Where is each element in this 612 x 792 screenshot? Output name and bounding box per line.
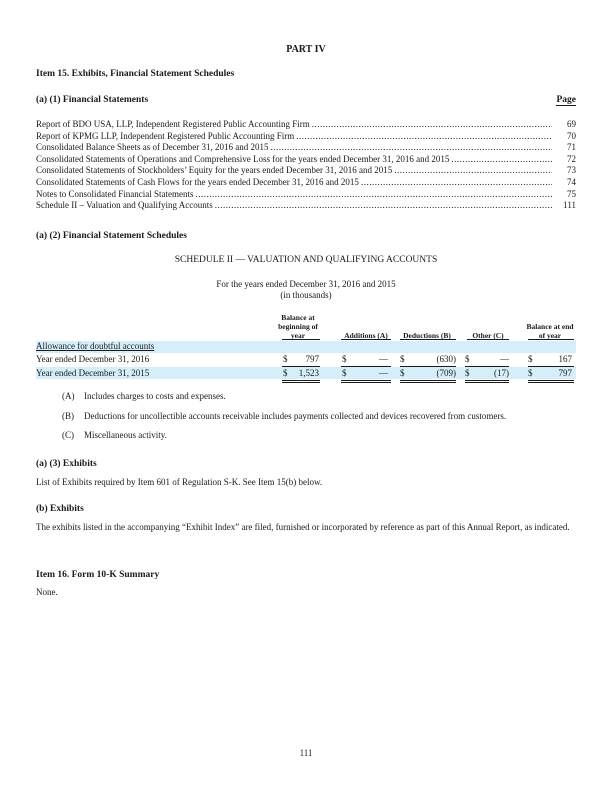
- footnote-text: Deductions for uncollectible accounts receivable includes payments collected and devices recovered from customers.: [84, 411, 507, 421]
- toc-entry: [36, 131, 576, 143]
- cell-other: (17): [494, 368, 509, 378]
- column-header-deductions: Deductions (B): [403, 331, 451, 340]
- cell-balance-end: 797: [558, 368, 572, 378]
- toc-leader-dots: [195, 189, 552, 201]
- header-underline: [282, 339, 320, 340]
- header-underline: [528, 339, 574, 340]
- currency-symbol: $: [528, 368, 533, 378]
- footnote-mark: (C): [62, 430, 74, 440]
- currency-symbol: $: [283, 354, 288, 364]
- exhibits-a3-heading: (a) (3) Exhibits: [36, 459, 97, 469]
- cell-other: —: [500, 354, 509, 364]
- row-label: Year ended December 31, 2016: [36, 354, 150, 364]
- exhibits-b-text: The exhibits listed in the accompanying “Exhibit Index” are filed, furnished or incorporated by reference as part of this Annual Report, as indicated.: [36, 522, 570, 532]
- currency-symbol: $: [528, 354, 533, 364]
- toc-leader-dots: [394, 165, 552, 177]
- toc-leader-dots: [270, 142, 552, 154]
- toc-entry: [36, 165, 576, 177]
- toc-entry-title: Schedule II – Valuation and Qualifying Accounts: [36, 200, 213, 211]
- item16-heading: Item 16. Form 10-K Summary: [36, 570, 160, 580]
- currency-symbol: $: [400, 354, 405, 364]
- total-double-underline: [341, 380, 391, 383]
- toc-leader-dots: [312, 119, 552, 131]
- toc-entry: [36, 189, 576, 201]
- toc-entry-page: 71: [567, 142, 576, 153]
- toc-entry-page: 70: [567, 130, 576, 141]
- header-underline: [467, 339, 509, 340]
- currency-symbol: $: [342, 368, 347, 378]
- header-underline: [341, 339, 391, 340]
- schedule-subtitle-units: (in thousands): [280, 290, 332, 300]
- toc-entry-title: Report of BDO USA, LLP, Independent Registered Public Accounting Firm: [36, 119, 310, 129]
- currency-symbol: $: [465, 354, 470, 364]
- toc-entry-page: 111: [563, 200, 576, 211]
- toc-entry-page: 69: [567, 119, 576, 129]
- toc-entry: [36, 200, 576, 212]
- toc-entry-title: Consolidated Statements of Cash Flows for the years ended December 31, 2016 and 2015: [36, 176, 359, 187]
- cell-balance-begin: 1,523: [298, 368, 319, 378]
- total-double-underline: [465, 380, 509, 383]
- cell-balance-begin: 797: [305, 354, 319, 364]
- item16-text: None.: [36, 587, 58, 597]
- exhibits-a3-text: List of Exhibits required by Item 601 of Regulation S-K. See Item 15(b) below.: [36, 477, 323, 487]
- cell-additions: —: [379, 368, 388, 378]
- column-header-balance-end: Balance at end of year: [526, 322, 574, 340]
- page-column-header: Page: [556, 95, 576, 105]
- part-title: PART IV: [286, 44, 326, 55]
- toc-entry-title: Notes to Consolidated Financial Statements: [36, 188, 194, 199]
- toc-entry-page: 72: [567, 153, 576, 164]
- schedule-title: SCHEDULE II — VALUATION AND QUALIFYING ACCOUNTS: [174, 255, 438, 265]
- toc-leader-dots: [296, 131, 552, 143]
- toc-entry-page: 74: [567, 176, 576, 187]
- footnote-mark: (A): [62, 391, 75, 401]
- toc-leader-dots: [215, 200, 552, 212]
- currency-symbol: $: [400, 368, 405, 378]
- schedules-heading: (a) (2) Financial Statement Schedules: [36, 231, 187, 241]
- cell-additions: —: [379, 354, 388, 364]
- total-double-underline: [528, 380, 574, 383]
- toc-leader-dots: [361, 177, 552, 189]
- section-label: Allowance for doubtful accounts: [36, 341, 155, 351]
- toc-entry-title: Report of KPMG LLP, Independent Registered Public Accounting Firm: [36, 130, 295, 141]
- toc-entry: [36, 154, 576, 166]
- footnote-text: Miscellaneous activity.: [84, 430, 167, 440]
- toc-entry-title: Consolidated Statements of Stockholders’ Equity for the years ended December 31, 2016 and 2015: [36, 165, 393, 176]
- toc-entry: [36, 142, 576, 154]
- toc-entry-page: 73: [567, 165, 576, 176]
- cell-balance-end: 167: [558, 354, 572, 364]
- column-header-additions: Additions (A): [344, 331, 388, 340]
- financial-statements-heading: (a) (1) Financial Statements: [36, 95, 149, 105]
- exhibits-b-heading: (b) Exhibits: [36, 504, 84, 514]
- cell-deductions: (630): [436, 354, 456, 364]
- total-double-underline: [400, 380, 456, 383]
- currency-symbol: $: [342, 354, 347, 364]
- schedule-subtitle-period: For the years ended December 31, 2016 and 2015: [216, 279, 396, 289]
- financial-statements-index: [36, 119, 576, 212]
- footnote-mark: (B): [62, 411, 74, 421]
- cell-deductions: (709): [436, 368, 456, 378]
- toc-entry-title: Consolidated Balance Sheets as of December 31, 2016 and 2015: [36, 142, 269, 153]
- item15-heading: Item 15. Exhibits, Financial Statement Schedules: [36, 69, 235, 79]
- currency-symbol: $: [283, 368, 288, 378]
- row-label: Year ended December 31, 2015: [36, 368, 150, 378]
- toc-entry-title: Consolidated Statements of Operations and Comprehensive Loss for the years ended December 31, 2016 and 2015: [36, 153, 450, 164]
- currency-symbol: $: [465, 368, 470, 378]
- toc-entry: [36, 119, 576, 131]
- page-number: 111: [299, 748, 313, 758]
- total-double-underline: [282, 380, 320, 383]
- column-header-other: Other (C): [472, 331, 504, 340]
- header-underline: [400, 339, 456, 340]
- toc-entry-page: 75: [567, 188, 576, 199]
- toc-leader-dots: [451, 154, 552, 166]
- toc-entry: [36, 177, 576, 189]
- column-header-balance-begin: Balance at beginning of year: [278, 313, 318, 340]
- footnote-text: Includes charges to costs and expenses.: [84, 391, 226, 401]
